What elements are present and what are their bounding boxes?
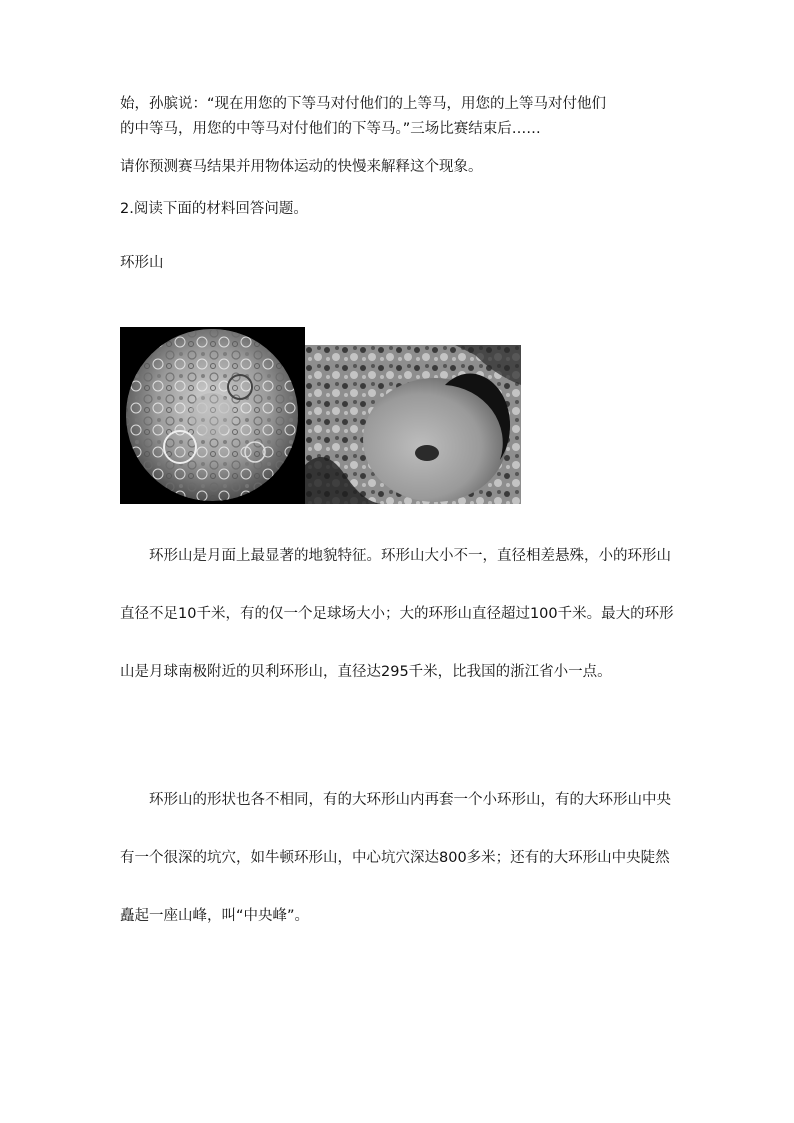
section-title: 环形山 (120, 255, 164, 271)
intro-line-1: 始，孙膑说：“现在用您的下等马对付他们的上等马，用您的上等马对付他们 (120, 96, 607, 112)
crater-closeup-photo (305, 345, 521, 504)
question-2: 2.阅读下面的材料回答问题。 (120, 201, 308, 217)
intro-line-2: 的中等马，用您的中等马对付他们的下等马。”三场比赛结束后…… (120, 121, 541, 137)
question-1: 请你预测赛马结果并用物体运动的快慢来解释这个现象。 (120, 159, 483, 175)
crater-icon (305, 345, 521, 504)
moon-globe-icon (120, 327, 305, 504)
paragraph-1: 环形山是月面上最显著的地貌特征。环形山大小不一，直径相差悬殊，小的环形山直径不足10千米，有的仅一个足球场大小；大的环形山直径超过100千米。最大的环形山是月球南极附近的贝利环形山，直径达295千米，比我国的浙江省小一点。 (120, 548, 674, 680)
moon-south-pole-photo (120, 327, 305, 504)
paragraph-2: 环形山的形状也各不相同，有的大环形山内再套一个小环形山，有的大环形山中央有一个很深的坑穴，如牛顿环形山，中心坑穴深达800多米；还有的大环形山中央陡然矗起一座山峰，叫“中央峰”。 (120, 792, 671, 924)
